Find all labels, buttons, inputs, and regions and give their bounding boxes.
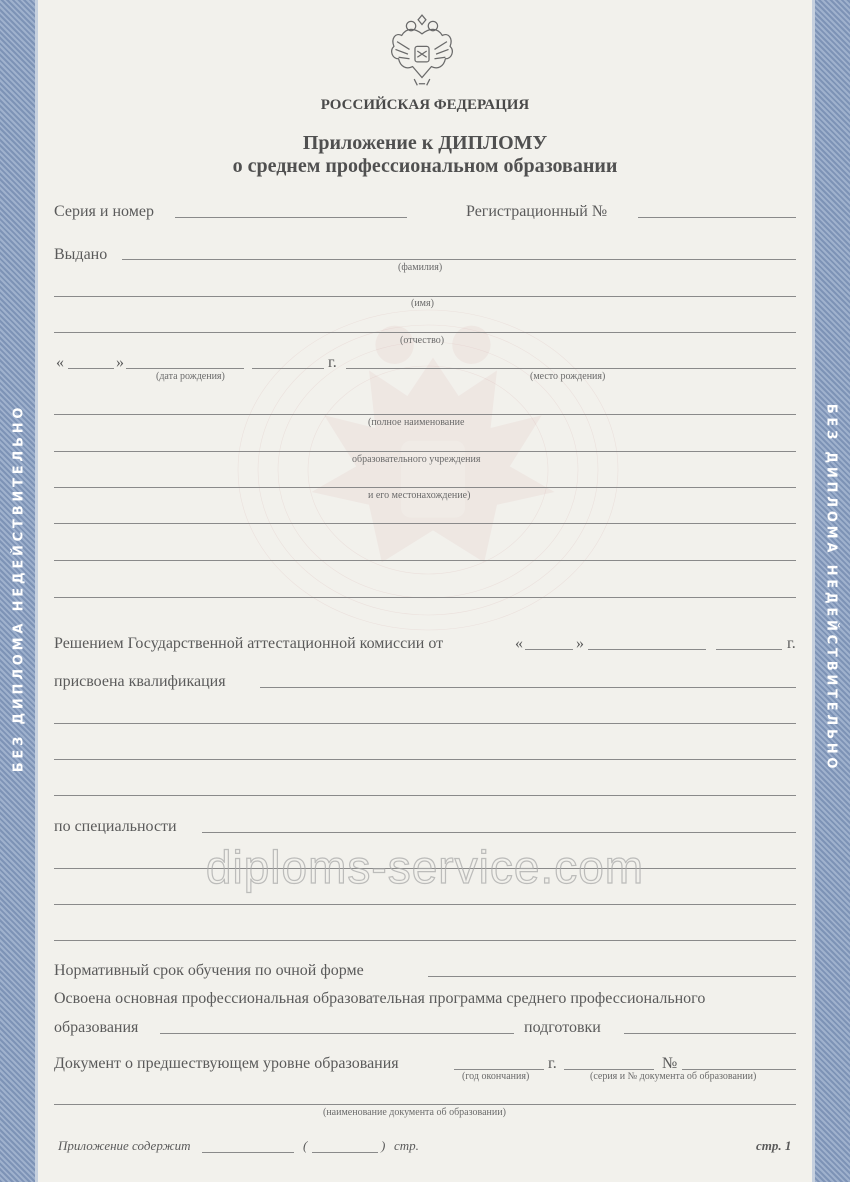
document-title-line1: Приложение к ДИПЛОМУ xyxy=(302,132,548,154)
series-number-field[interactable] xyxy=(175,217,407,218)
name-caption: (имя) xyxy=(411,298,434,309)
number-sign: № xyxy=(662,1055,678,1072)
commission-quote-close: » xyxy=(576,635,584,652)
qualification-line-3[interactable] xyxy=(54,759,796,760)
surname-field[interactable] xyxy=(122,259,796,260)
series-number-label: Серия и номер xyxy=(54,203,154,220)
commission-year-field[interactable] xyxy=(716,649,782,650)
graduation-year-field[interactable] xyxy=(454,1069,544,1070)
birth-month-field[interactable] xyxy=(126,368,244,369)
registration-number-label: Регистрационный № xyxy=(466,203,608,220)
institution-caption-2: образовательного учреждения xyxy=(352,454,481,465)
document-name-caption: (наименование документа об образовании) xyxy=(323,1107,506,1118)
surname-caption: (фамилия) xyxy=(398,262,443,273)
birth-year-field[interactable] xyxy=(252,368,324,369)
commission-day-field[interactable] xyxy=(525,649,573,650)
page-number: стр. 1 xyxy=(756,1138,792,1153)
birth-day-field[interactable] xyxy=(68,368,114,369)
document-series-caption: (серия и № документа об образовании) xyxy=(590,1071,757,1082)
institution-line-3[interactable] xyxy=(54,487,796,488)
registration-number-field[interactable] xyxy=(638,217,796,218)
contains-prefix: Приложение содержит xyxy=(58,1138,191,1153)
country-name: РОССИЙСКАЯ ФЕДЕРАЦИЯ xyxy=(320,97,530,113)
qualification-label: присвоена квалификация xyxy=(54,673,226,690)
specialty-label: по специальности xyxy=(54,818,177,835)
training-label: подготовки xyxy=(524,1019,601,1036)
page-count-digits-field[interactable] xyxy=(312,1152,378,1153)
study-period-label: Нормативный срок обучения по очной форме xyxy=(54,962,364,979)
study-period-field[interactable] xyxy=(428,976,796,977)
birth-date-caption: (дата рождения) xyxy=(156,371,225,382)
commission-decision-label: Решением Государственной аттестационной комиссии от xyxy=(54,635,444,652)
patronymic-field[interactable] xyxy=(54,332,796,333)
coat-of-arms-icon xyxy=(383,12,461,90)
qualification-line-4[interactable] xyxy=(54,795,796,796)
issued-to-label: Выдано xyxy=(54,246,108,263)
quote-close: » xyxy=(116,354,124,371)
qualification-line-2[interactable] xyxy=(54,723,796,724)
training-field[interactable] xyxy=(624,1033,796,1034)
birth-place-caption: (место рождения) xyxy=(530,371,606,382)
patronymic-caption: (отчество) xyxy=(400,335,445,346)
side-text-left: БЕЗ ДИПЛОМА НЕДЕЙСТВИТЕЛЬНО xyxy=(11,403,27,773)
institution-line-4[interactable] xyxy=(54,523,796,524)
name-field[interactable] xyxy=(54,296,796,297)
page-count-words-field[interactable] xyxy=(202,1152,294,1153)
commission-quote-open: « xyxy=(515,635,523,652)
specialty-line-1[interactable] xyxy=(202,832,796,833)
contains-paren-close: ) xyxy=(381,1138,386,1153)
qualification-line-1[interactable] xyxy=(260,687,796,688)
side-text-right: БЕЗ ДИПЛОМА НЕДЕЙСТВИТЕЛЬНО xyxy=(823,403,839,773)
website-watermark: diploms-service.com xyxy=(205,841,645,893)
previous-document-label: Документ о предшествующем уровне образования xyxy=(54,1055,399,1072)
document-series-field[interactable] xyxy=(564,1069,654,1070)
birth-place-field[interactable] xyxy=(346,368,796,369)
graduation-year-marker: г. xyxy=(548,1055,557,1072)
document-title-line2: о среднем профессиональном образовании xyxy=(232,155,618,177)
commission-month-field[interactable] xyxy=(588,649,706,650)
contains-paren-open: ( xyxy=(303,1138,308,1153)
institution-line-2[interactable] xyxy=(54,451,796,452)
institution-line-1[interactable] xyxy=(54,414,796,415)
institution-line-6[interactable] xyxy=(54,597,796,598)
contains-suffix: стр. xyxy=(394,1138,419,1153)
birth-year-marker: г. xyxy=(328,354,337,371)
document-number-field[interactable] xyxy=(682,1069,796,1070)
program-label-line2: образования xyxy=(54,1019,139,1036)
institution-caption-3: и его местонахождение) xyxy=(368,490,471,501)
specialty-line-4[interactable] xyxy=(54,940,796,941)
diploma-supplement-page xyxy=(38,0,812,1182)
program-level-field[interactable] xyxy=(160,1033,514,1034)
institution-line-5[interactable] xyxy=(54,560,796,561)
quote-open: « xyxy=(56,354,64,371)
program-label-line1: Освоена основная профессиональная образовательная программа среднего профессионального xyxy=(54,990,706,1007)
graduation-year-caption: (год окончания) xyxy=(462,1071,530,1082)
commission-year-marker: г. xyxy=(787,635,796,652)
institution-caption-1: (полное наименование xyxy=(368,417,465,428)
specialty-line-3[interactable] xyxy=(54,904,796,905)
document-name-field[interactable] xyxy=(54,1104,796,1105)
